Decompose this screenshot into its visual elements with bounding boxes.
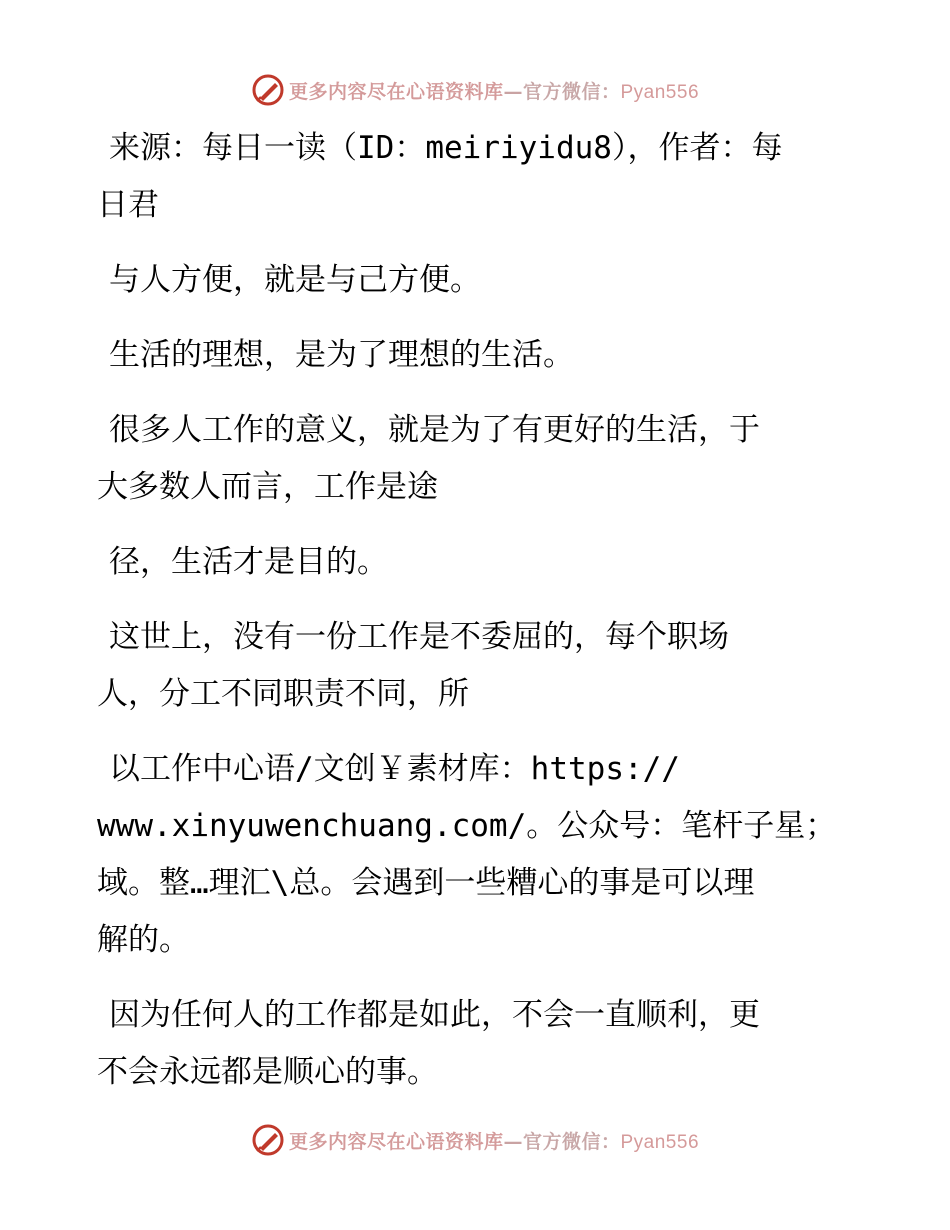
paragraph [97,402,842,516]
paragraph-line: www.xinyuwenchuang.com/。公众号：笔杆子星； [97,808,837,844]
paragraph-line: 来源：每日一读（ID：meiriyidu8），作者：每 [109,130,783,166]
paragraph-line: 人，分工不同职责不同，所 [97,676,469,712]
paragraph-line: 生活的理想，是为了理想的生活。 [109,337,574,373]
quill-logo-icon [251,1123,285,1157]
paragraph-line: 不会永远都是顺心的事。 [97,1054,438,1090]
header-separator: — [503,80,523,103]
paragraph-line: 大多数人而言，工作是途 [97,469,438,505]
paragraph-line: 这世上，没有一份工作是不委屈的，每个职场 [109,619,729,655]
header-wechat-id: Pyan556 [620,81,700,103]
header-wechat-label: 官方微信： [522,80,621,103]
paragraph-line: 径，生活才是目的。 [109,544,388,580]
footer-separator: — [503,1130,523,1153]
header-brand-text: 更多内容尽在心语资料库 [288,80,504,103]
paragraph-line: 因为任何人的工作都是如此，不会一直顺利，更 [109,997,760,1033]
paragraph-line: 域。整…理汇\总。会遇到一些糟心的事是可以理 [97,865,755,901]
footer-brand-text: 更多内容尽在心语资料库 [288,1130,504,1153]
paragraph [97,327,842,384]
footer-banner-text [289,1127,699,1154]
paragraph-line: 很多人工作的意义，就是为了有更好的生活，于 [109,412,760,448]
paragraph-line: 日君 [97,187,159,223]
quill-logo-icon [251,73,285,107]
paragraph-line: 解的。 [97,922,190,958]
paragraph-source [97,120,842,234]
footer-banner [0,1120,950,1160]
footer-wechat-id: Pyan556 [620,1131,700,1153]
paragraph-line: 与人方便，就是与己方便。 [109,262,481,298]
footer-wechat-label: 官方微信： [522,1130,621,1153]
paragraph [97,534,842,591]
document-body [97,120,842,1119]
paragraph [97,252,842,309]
header-banner-text [289,77,699,104]
paragraph [97,609,842,723]
paragraph [97,741,842,969]
paragraph-line: 以工作中心语/文创￥素材库：https:// [109,751,680,787]
paragraph [97,987,842,1101]
header-banner [0,70,950,110]
